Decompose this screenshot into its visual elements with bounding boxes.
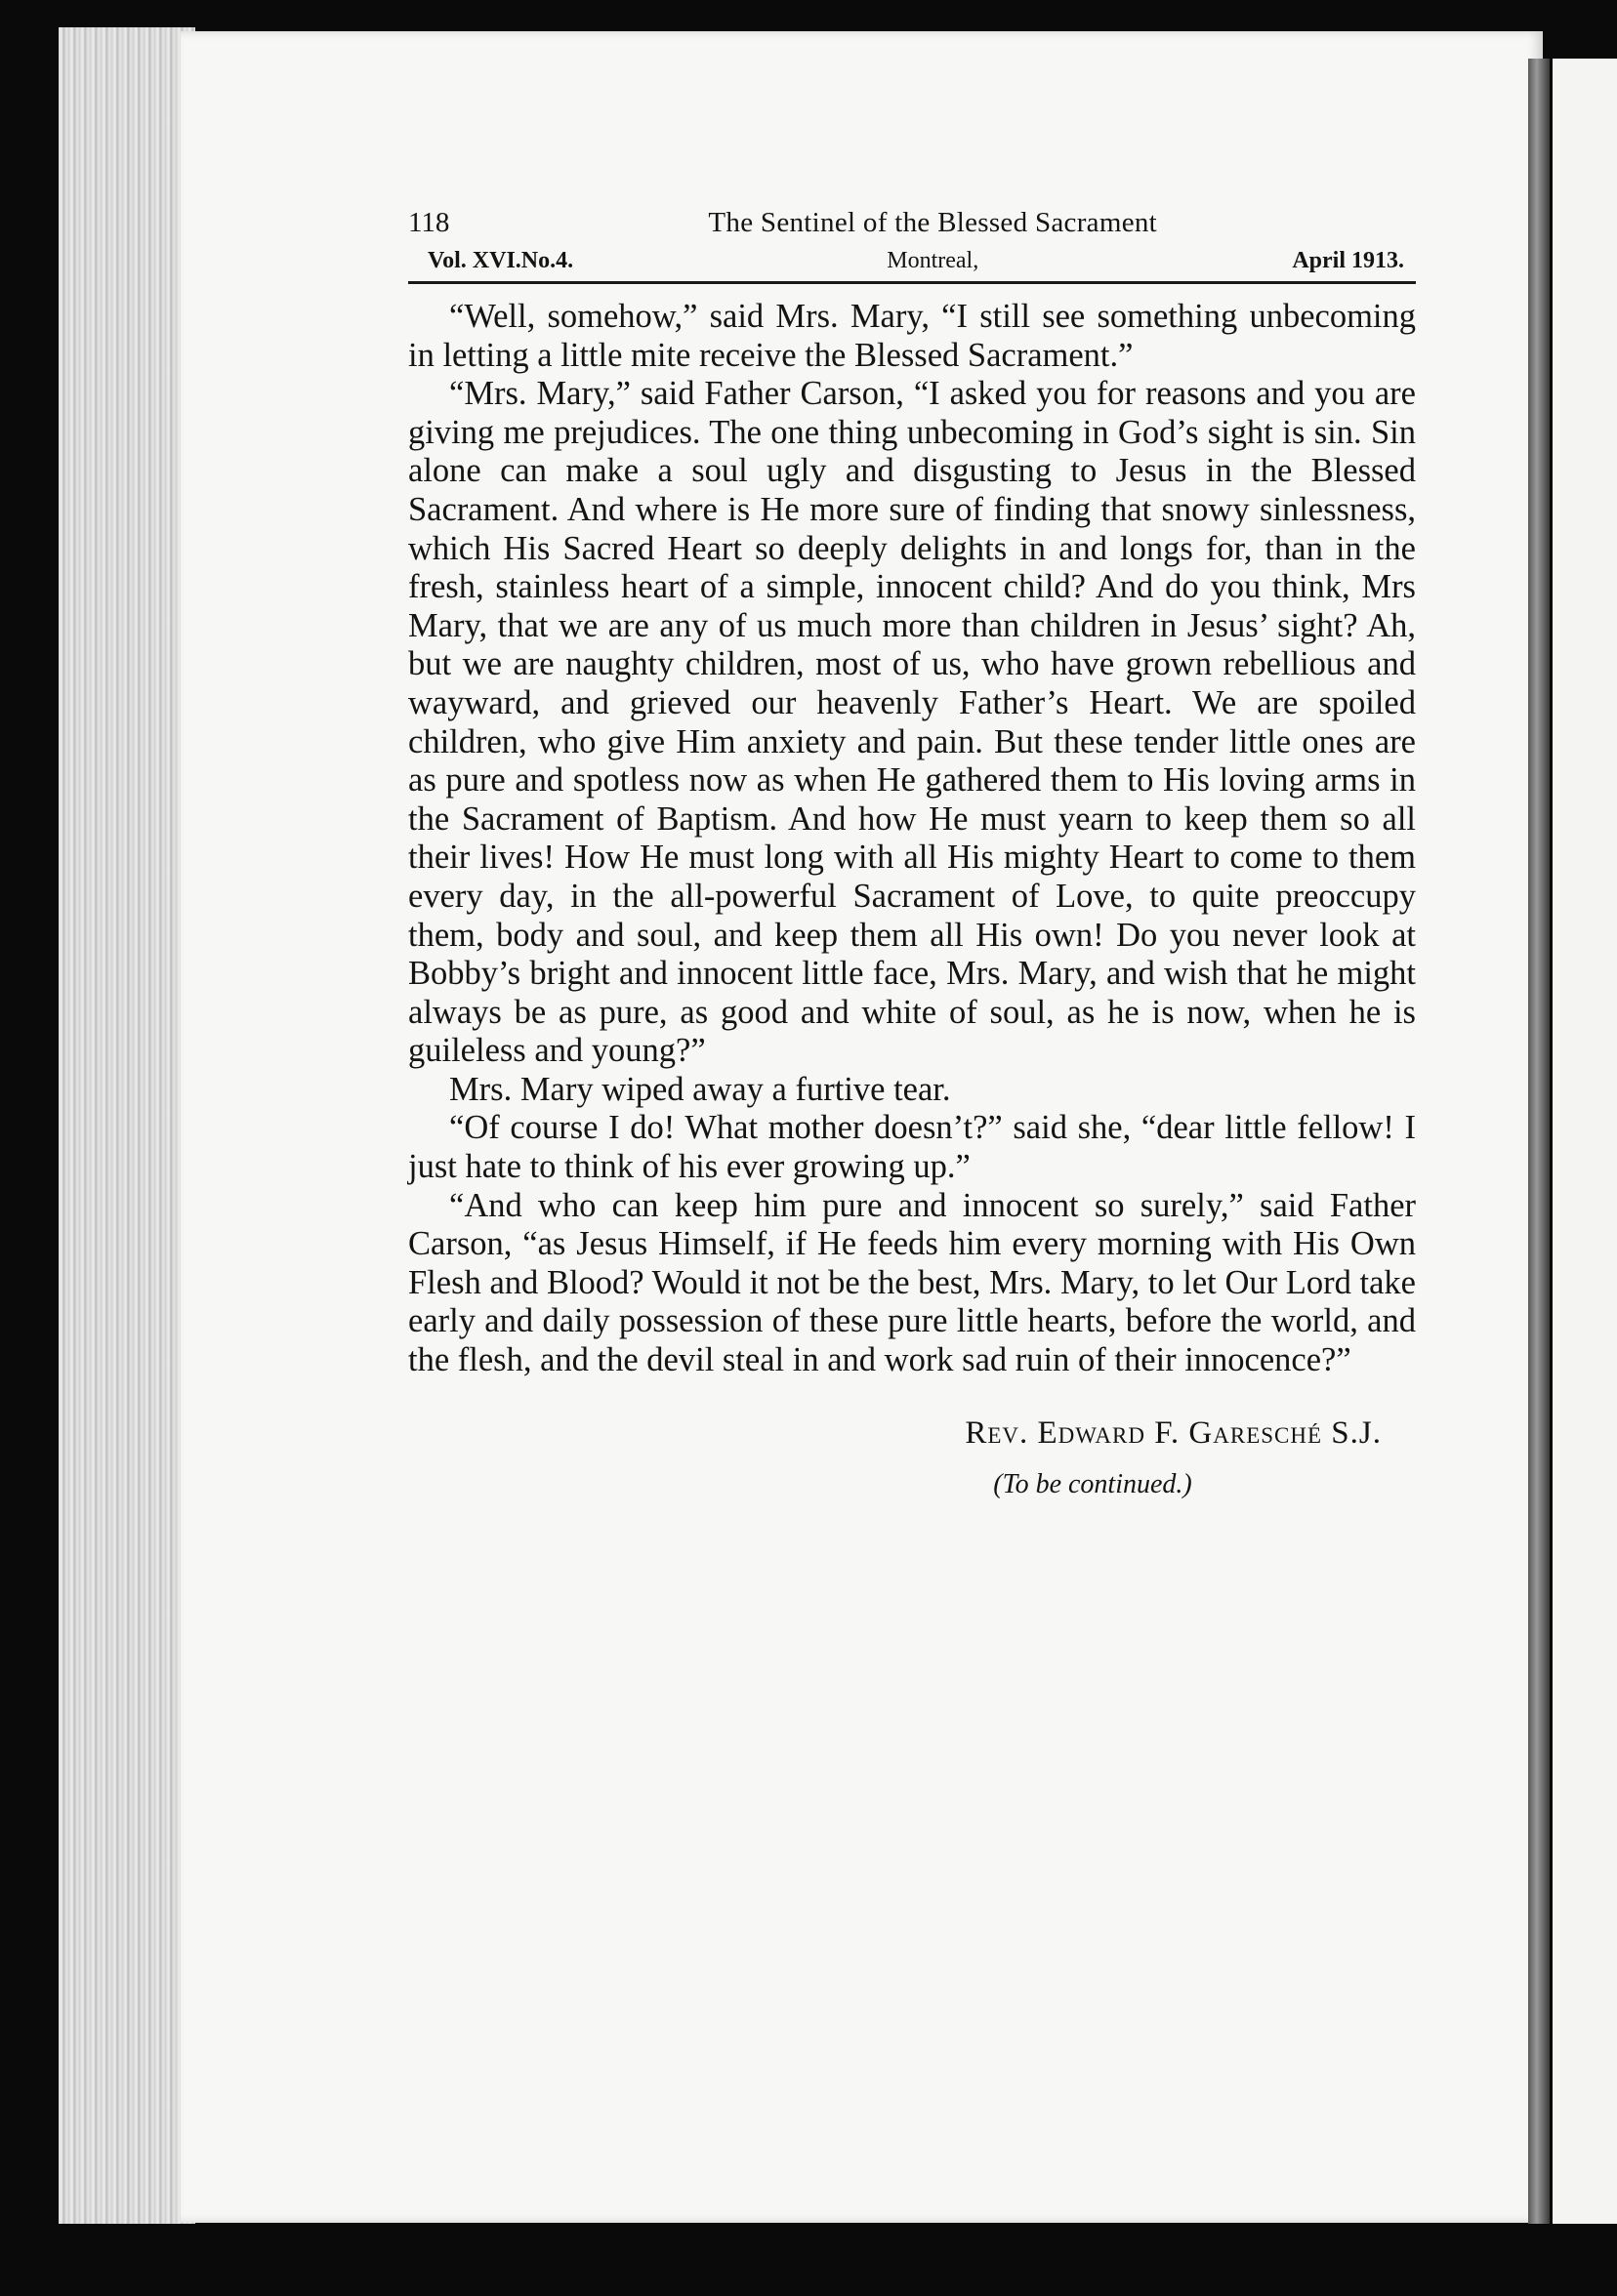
page-number: 118: [408, 207, 450, 238]
page-content: [408, 205, 1416, 1500]
paragraph: “Of course I do! What mother doesn’t?” said she, “dear little fellow! I just hate to think of his ever growing up.”: [408, 1109, 1416, 1186]
continued-note: (To be continued.): [993, 1468, 1192, 1499]
paragraph: “And who can keep him pure and innocent so surely,” said Father Carson, “as Jesus Himself, if He feeds him every morning with His Own Flesh and Blood? Would it not be the best, Mrs. Mary, to let Our Lord take early and daily possession of these pure little hearts, before the world, and the flesh, and the devil steal in and work sad ruin of their innocence?”: [408, 1186, 1416, 1379]
volume-label: Vol. XVI.No.4.: [428, 248, 574, 273]
paragraph: Mrs. Mary wiped away a furtive tear.: [449, 1070, 951, 1108]
paragraph: “Mrs. Mary,” said Father Carson, “I asked you for reasons and you are giving me prejudices. The one thing unbecoming in God’s sight is sin. Sin alone can make a soul ugly and disgusting to Jesus in the Blessed Sacrament. And where is He more sure of finding that snowy sinlessness, which His Sacred Heart so deeply delights in and longs for, than in the fresh, stainless heart of a simple, innocent child? And do you think, Mrs Mary, that we are any of us much more than children in Jesus’ sight? Ah, but we are naughty children, most of us, who have grown rebellious and wayward, and grieved our heavenly Father’s Heart. We are spoiled children, who give Him anxiety and pain. But these tender little ones are as pure and spotless now as when He gathered them to His loving arms in the Sacrament of Baptism. And how He must yearn to keep them so all their lives! How He must long with all His mighty Heart to come to them every day, in the all-powerful Sacrament of Love, to quite preoccupy them, body and soul, and keep them all His own! Do you never look at Bobby’s bright and innocent little face, Mrs. Mary, and wish that he might always be as pure, as good and white of soul, as he is now, when he is guileless and young?”: [408, 375, 1416, 1070]
date-label: April 1913.: [1292, 248, 1404, 273]
book-spine-shadow: [1528, 59, 1550, 2224]
book-page-edges: [59, 27, 195, 2224]
place-label: Montreal,: [887, 248, 979, 273]
paragraph: “Well, somehow,” said Mrs. Mary, “I still see something unbecoming in letting a little mite receive the Blessed Sacrament.”: [408, 298, 1416, 374]
running-head: [408, 205, 1416, 240]
issue-line: [408, 246, 1416, 284]
journal-title: The Sentinel of the Blessed Sacrament: [708, 207, 1158, 238]
author-signature: Rev. Edward F. Garesché S.J.: [965, 1414, 1382, 1451]
facing-page: [1553, 59, 1617, 2224]
article-body: [408, 298, 1416, 1380]
